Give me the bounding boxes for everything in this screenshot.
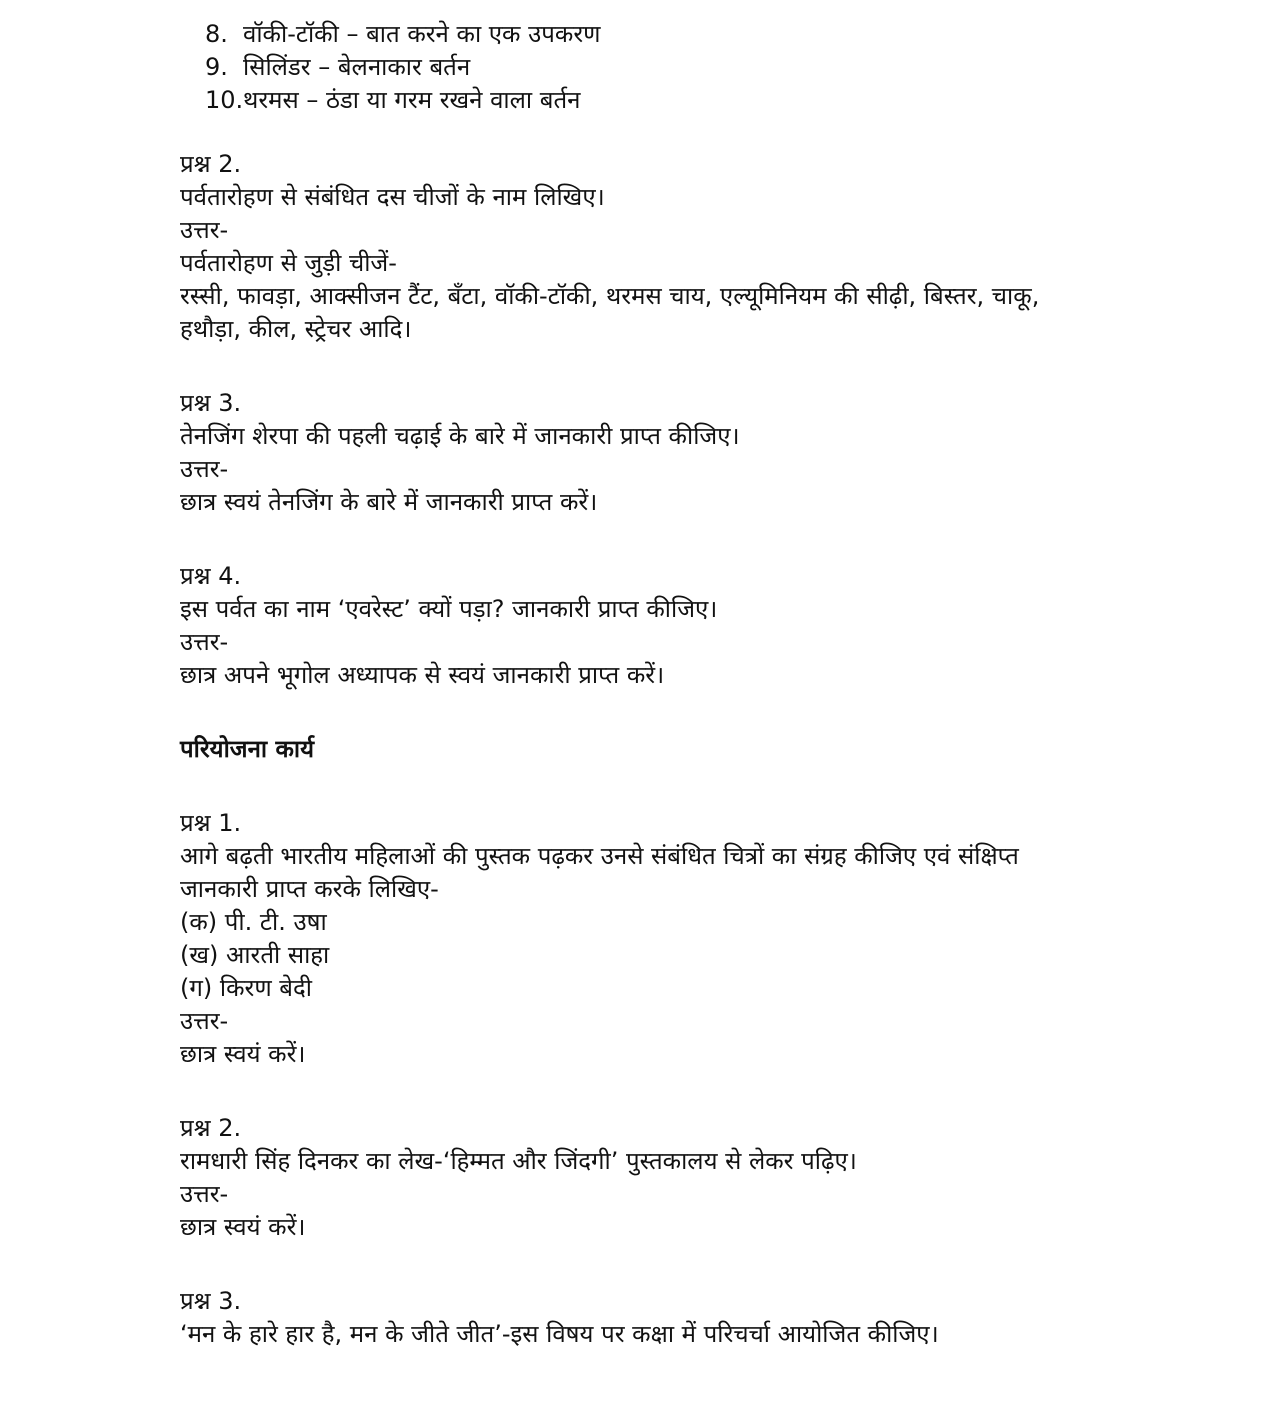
question-option: (ख) आरती साहा — [180, 941, 330, 969]
answer-label: उत्तर- — [180, 1007, 229, 1035]
question-2 — [180, 148, 1180, 346]
question-option: (क) पी. टी. उषा — [180, 908, 327, 936]
question-label: प्रश्न 3. — [180, 389, 242, 417]
list-item — [180, 84, 1180, 117]
question-label: प्रश्न 3. — [180, 1287, 242, 1315]
answer-text: छात्र अपने भूगोल अध्यापक से स्वयं जानकारी प्राप्त करें। — [180, 661, 665, 689]
list-number: 8. — [205, 20, 228, 48]
question-label: प्रश्न 2. — [180, 1114, 242, 1142]
question-text: आगे बढ़ती भारतीय महिलाओं की पुस्तक पढ़कर उनसे संबंधित चित्रों का संग्रह कीजिए एवं संक्षिप्त — [180, 842, 1019, 870]
question-label: प्रश्न 4. — [180, 562, 242, 590]
document-content — [180, 18, 1180, 1351]
question-option: (ग) किरण बेदी — [180, 974, 312, 1002]
list-text: सिलिंडर – बेलनाकार बर्तन — [243, 53, 471, 81]
answer-label: उत्तर- — [180, 216, 229, 244]
project-question-2 — [180, 1112, 1180, 1244]
question-text: पर्वतारोहण से संबंधित दस चीजों के नाम लिखिए। — [180, 183, 605, 211]
question-text: ‘मन के हारे हार है, मन के जीते जीत’-इस विषय पर कक्षा में परिचर्चा आयोजित कीजिए। — [180, 1320, 939, 1348]
list-text: थरमस – ठंडा या गरम रखने वाला बर्तन — [243, 86, 581, 114]
question-text: तेनजिंग शेरपा की पहली चढ़ाई के बारे में जानकारी प्राप्त कीजिए। — [180, 422, 740, 450]
answer-text: पर्वतारोहण से जुड़ी चीजें- — [180, 249, 397, 277]
item-list — [180, 18, 1180, 117]
list-item — [180, 51, 1180, 84]
question-4 — [180, 560, 1180, 692]
answer-text: छात्र स्वयं करें। — [180, 1213, 306, 1241]
section-heading: परियोजना कार्य — [180, 735, 315, 763]
list-number: 9. — [205, 53, 228, 81]
answer-text: छात्र स्वयं तेनजिंग के बारे में जानकारी प्राप्त करें। — [180, 488, 598, 516]
project-question-3 — [180, 1285, 1180, 1351]
question-label: प्रश्न 1. — [180, 809, 242, 837]
list-text: वॉकी-टॉकी – बात करने का एक उपकरण — [243, 20, 601, 48]
answer-text: हथौड़ा, कील, स्ट्रेचर आदि। — [180, 315, 412, 343]
question-text: इस पर्वत का नाम ‘एवरेस्ट’ क्यों पड़ा? जानकारी प्राप्त कीजिए। — [180, 595, 718, 623]
list-item — [180, 18, 1180, 51]
question-3 — [180, 387, 1180, 519]
question-label: प्रश्न 2. — [180, 150, 242, 178]
answer-label: उत्तर- — [180, 455, 229, 483]
answer-text: रस्सी, फावड़ा, आक्सीजन टैंट, बँटा, वॉकी-टॉकी, थरमस चाय, एल्यूमिनियम की सीढ़ी, बिस्तर, चाकू, — [180, 282, 1040, 310]
list-number: 10. — [205, 86, 244, 114]
answer-label: उत्तर- — [180, 1180, 229, 1208]
project-question-1 — [180, 807, 1180, 1071]
question-text: रामधारी सिंह दिनकर का लेख-‘हिम्मत और जिंदगी’ पुस्तकालय से लेकर पढ़िए। — [180, 1147, 857, 1175]
answer-text: छात्र स्वयं करें। — [180, 1040, 306, 1068]
answer-label: उत्तर- — [180, 628, 229, 656]
question-text: जानकारी प्राप्त करके लिखिए- — [180, 875, 439, 903]
